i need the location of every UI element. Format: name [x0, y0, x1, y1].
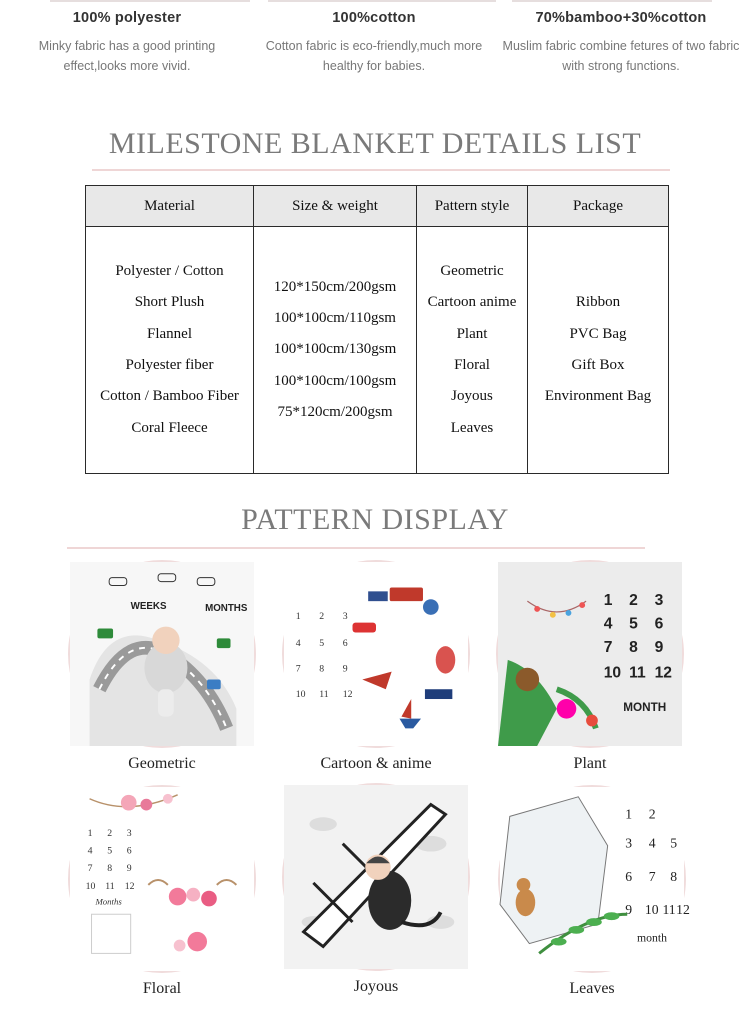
list-item: 120*150cm/200gsm — [273, 278, 397, 295]
list-item: Ribbon — [575, 294, 621, 311]
pattern-label: Geometric — [128, 755, 196, 772]
pattern-label: Cartoon & anime — [320, 755, 432, 772]
list-item: 100*100cm/100gsm — [273, 372, 397, 389]
print-text: 8 — [107, 863, 113, 875]
print-text: 12 — [654, 664, 673, 682]
fabric-cotton — [249, 0, 499, 76]
column-header: Pattern style — [417, 186, 528, 227]
fabric-desc: Minky fabric has a good printing effect,looks more vivid. — [38, 39, 216, 73]
list-item: Geometric — [440, 263, 504, 280]
fabric-desc: Cotton fabric is eco-friendly,much more healthy for babies. — [265, 39, 483, 73]
print-text: 9 — [342, 663, 348, 675]
print-text: 8 — [629, 639, 638, 657]
fabric-desc: Muslim fabric combine fetures of two fabric with strong functions. — [502, 39, 740, 73]
print-text: 11 — [105, 880, 115, 892]
print-text: 10 — [85, 880, 96, 892]
pattern-joyous[interactable] — [276, 783, 476, 997]
print-text: 4 — [295, 638, 301, 650]
leaves-blanket-image — [498, 785, 690, 973]
column-header: Material — [86, 186, 254, 227]
print-text: WEEKS — [130, 600, 167, 612]
list-item: Environment Bag — [544, 388, 652, 405]
column-header: Size & weight — [254, 186, 417, 227]
list-item: Floral — [454, 357, 490, 373]
pattern-floral[interactable] — [62, 785, 262, 999]
list-item: Flannel — [147, 325, 192, 342]
print-text: 3 — [342, 610, 348, 622]
print-text: 1 — [625, 806, 633, 822]
list-item: PVC Bag — [569, 325, 627, 342]
print-text: 3 — [126, 827, 132, 839]
print-text: 12 — [342, 689, 353, 701]
print-text: 5 — [107, 845, 113, 857]
print-text: 7 — [648, 868, 656, 884]
print-text: 10 — [603, 664, 622, 682]
fabric-bamboo — [496, 0, 746, 76]
title-underline — [67, 547, 645, 549]
print-text: 2 — [629, 592, 638, 610]
list-item: Joyous — [451, 388, 493, 405]
print-text: 8 — [319, 663, 325, 675]
list-item: Polyester fiber — [125, 357, 214, 373]
fabric-title: 100%cotton — [332, 10, 416, 26]
geometric-blanket-image — [68, 560, 256, 748]
print-text: 4 — [87, 845, 93, 857]
list-item: 100*100cm/130gsm — [273, 341, 397, 358]
print-text: 12 — [676, 902, 690, 918]
print-text: 5 — [670, 835, 678, 851]
cartoon-blanket-image — [282, 560, 470, 748]
print-text: 1 — [87, 827, 93, 839]
list-item: Short Plush — [134, 294, 205, 311]
print-text: 4 — [603, 615, 613, 633]
fabric-polyester — [2, 0, 252, 76]
pattern-label: Joyous — [353, 978, 399, 995]
print-text: 6 — [342, 638, 348, 650]
fabric-title: 100% polyester — [72, 10, 182, 26]
package-cell — [528, 227, 669, 474]
list-item: 100*100cm/110gsm — [274, 310, 396, 327]
print-text: 2 — [107, 827, 113, 839]
print-text: 6 — [625, 868, 633, 884]
pattern-style-cell — [417, 227, 528, 474]
patterns-title: PATTERN DISPLAY — [241, 503, 509, 536]
list-item: Gift Box — [571, 357, 625, 373]
print-text: 4 — [648, 835, 656, 851]
table-row — [86, 227, 669, 474]
print-text: 6 — [654, 615, 664, 633]
list-item: Plant — [456, 325, 488, 342]
pattern-label: Plant — [573, 755, 607, 772]
print-text: 7 — [603, 639, 613, 657]
print-text: 10 — [295, 689, 306, 701]
print-text: 9 — [126, 863, 132, 875]
print-text: 8 — [670, 868, 678, 884]
print-text: 12 — [124, 880, 135, 892]
plant-blanket-image — [496, 560, 684, 748]
pattern-label: Leaves — [569, 980, 615, 997]
print-text: 1 — [295, 610, 301, 622]
pattern-plant[interactable] — [490, 560, 690, 774]
print-text: 11 — [662, 902, 676, 918]
print-text: MONTHS — [205, 602, 248, 614]
pattern-label: Floral — [142, 980, 182, 997]
print-text: 5 — [319, 638, 325, 650]
print-text: 2 — [648, 806, 656, 822]
list-item: Polyester / Cotton — [115, 263, 224, 280]
print-text: 10 — [644, 902, 659, 918]
print-text: 11 — [319, 689, 329, 701]
title-underline — [92, 169, 670, 171]
list-item: Cartoon anime — [427, 294, 517, 311]
print-text: 3 — [625, 835, 633, 851]
floral-blanket-image — [68, 785, 256, 973]
list-item: Cotton / Bamboo Fiber — [100, 388, 239, 405]
print-text: 7 — [295, 663, 301, 675]
print-text: 5 — [629, 615, 638, 633]
details-title: MILESTONE BLANKET DETAILS LIST — [108, 127, 642, 160]
print-text: 9 — [625, 902, 633, 918]
joyous-blanket-image — [282, 783, 470, 971]
material-cell — [86, 227, 254, 474]
print-text: 2 — [319, 610, 325, 622]
column-header: Package — [528, 186, 669, 227]
pattern-leaves[interactable] — [492, 785, 692, 999]
list-item: Coral Fleece — [131, 419, 208, 436]
list-item: 75*120cm/200gsm — [277, 403, 393, 420]
print-text: month — [637, 931, 668, 945]
details-table — [85, 185, 669, 474]
list-item: Leaves — [450, 419, 494, 436]
print-text: 11 — [629, 664, 646, 682]
print-text: Months — [95, 896, 122, 907]
pattern-geometric[interactable] — [62, 560, 262, 774]
print-text: 6 — [126, 845, 132, 857]
table-header-row — [86, 186, 669, 227]
size-weight-cell — [254, 227, 417, 474]
pattern-cartoon[interactable] — [276, 560, 476, 774]
print-text: MONTH — [623, 700, 667, 714]
fabric-title: 70%bamboo+30%cotton — [535, 10, 707, 26]
print-text: 3 — [654, 592, 664, 610]
print-text: 7 — [87, 863, 93, 875]
print-text: 9 — [654, 639, 664, 657]
print-text: 1 — [603, 592, 613, 610]
